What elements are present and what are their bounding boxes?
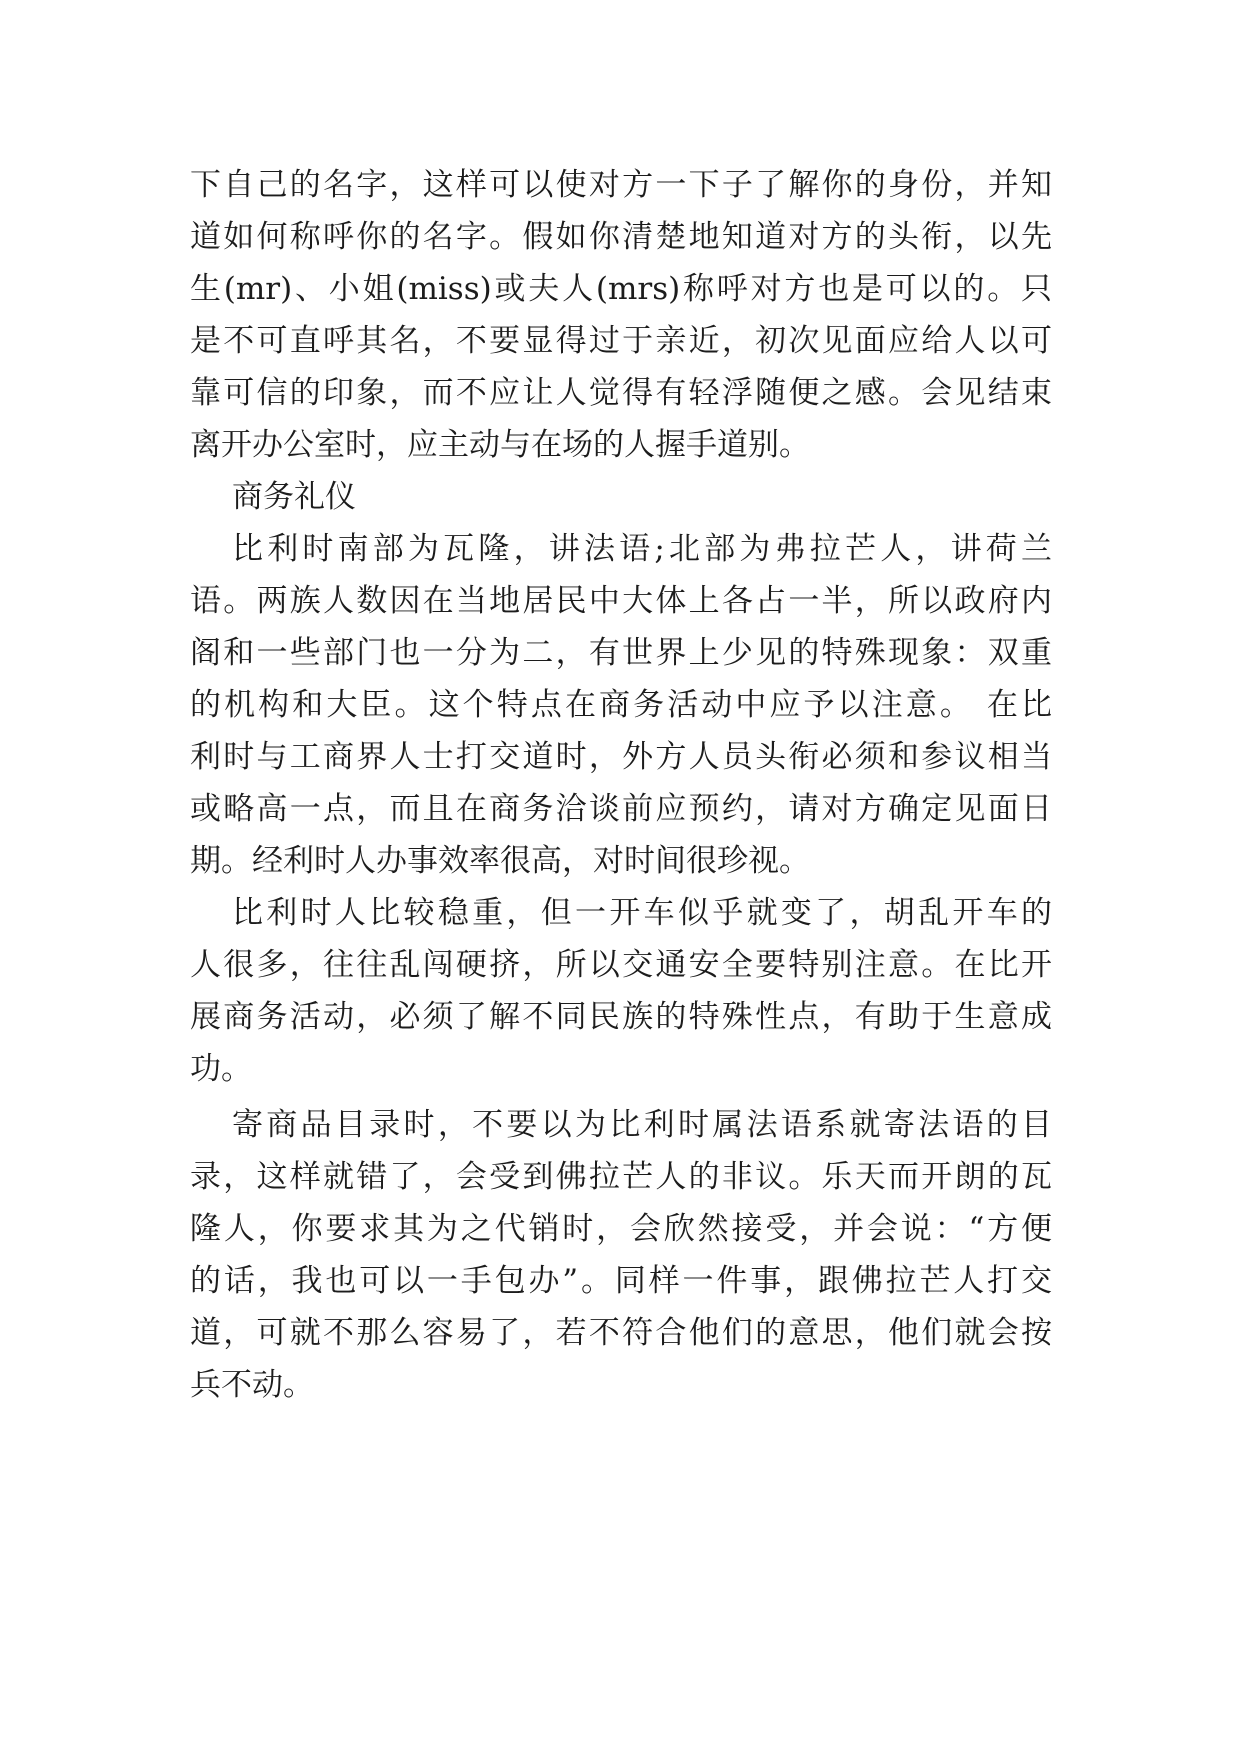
text-line: 比利时南部为瓦隆，讲法语;北部为弗拉芒人，讲荷兰 — [232, 531, 1052, 567]
text-line: 利时与工商界人士打交道时，外方人员头衔必须和参议相当 — [190, 739, 1052, 775]
text-line: 下自己的名字，这样可以使对方一下子了解你的身份，并知 — [190, 167, 1052, 203]
text-line: 兵不动。 — [190, 1367, 314, 1403]
text-line: 或略高一点，而且在商务洽谈前应预约，请对方确定见面日 — [190, 791, 1052, 827]
text-line: 离开办公室时，应主动与在场的人握手道别。 — [190, 427, 810, 463]
text-line: 阁和一些部门也一分为二，有世界上少见的特殊现象：双重 — [190, 635, 1052, 671]
text-line: 是不可直呼其名，不要显得过于亲近，初次见面应给人以可 — [190, 323, 1052, 359]
text-line: 隆人，你要求其为之代销时，会欣然接受，并会说：“方便 — [190, 1211, 1052, 1247]
text-line: 生(mr)、小姐(miss)或夫人(mrs)称呼对方也是可以的。只 — [190, 271, 1052, 307]
document-body — [190, 0, 1052, 1754]
text-line: 人很多，往往乱闯硬挤，所以交通安全要特别注意。在比开 — [190, 947, 1052, 983]
text-line: 语。两族人数因在当地居民中大体上各占一半，所以政府内 — [190, 583, 1052, 619]
text-line: 寄商品目录时，不要以为比利时属法语系就寄法语的目 — [232, 1107, 1052, 1143]
text-line: 靠可信的印象，而不应让人觉得有轻浮随便之感。会见结束 — [190, 375, 1052, 411]
text-line: 功。 — [190, 1051, 252, 1087]
text-line: 道如何称呼你的名字。假如你清楚地知道对方的头衔，以先 — [190, 219, 1052, 255]
text-line: 期。经利时人办事效率很高，对时间很珍视。 — [190, 843, 810, 879]
text-line: 的话，我也可以一手包办”。同样一件事，跟佛拉芒人打交 — [190, 1263, 1052, 1299]
text-line: 的机构和大臣。这个特点在商务活动中应予以注意。 在比 — [190, 687, 1052, 723]
text-line: 录，这样就错了，会受到佛拉芒人的非议。乐天而开朗的瓦 — [190, 1159, 1052, 1195]
text-line: 展商务活动，必须了解不同民族的特殊性点，有助于生意成 — [190, 999, 1052, 1035]
section-heading: 商务礼仪 — [232, 479, 356, 515]
text-line: 道，可就不那么容易了，若不符合他们的意思，他们就会按 — [190, 1315, 1052, 1351]
text-line: 比利时人比较稳重，但一开车似乎就变了，胡乱开车的 — [232, 895, 1052, 931]
